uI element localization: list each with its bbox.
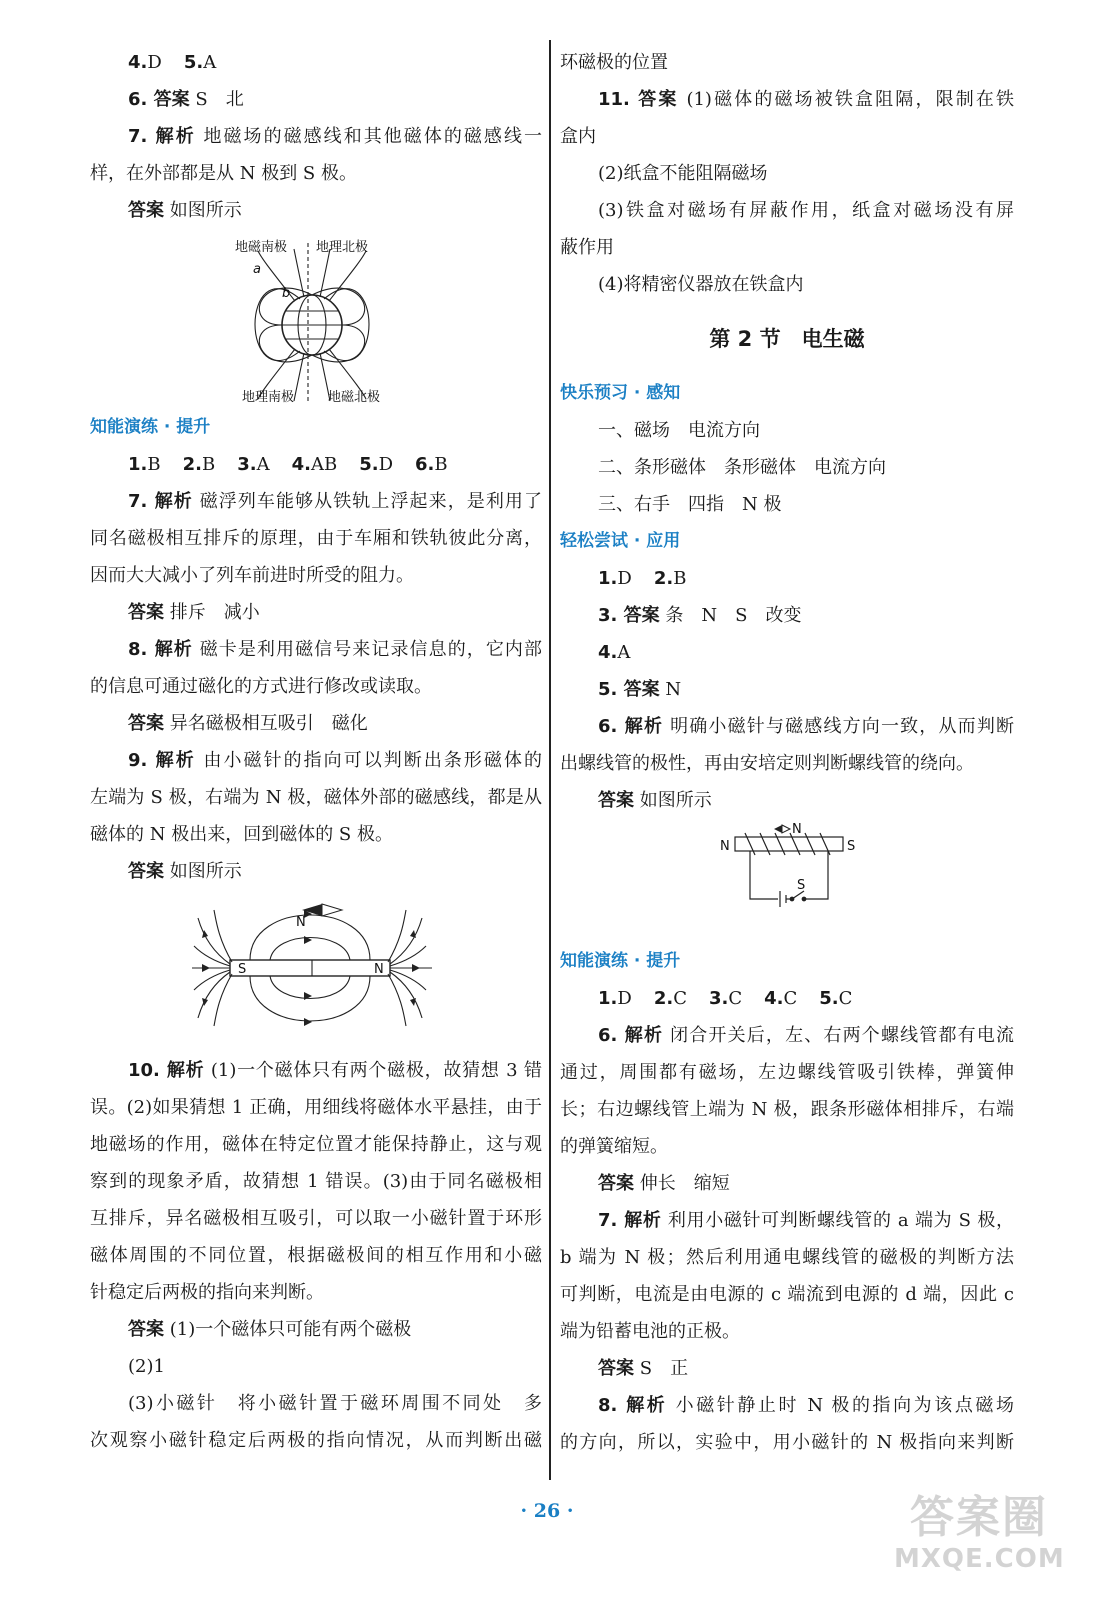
text-line: 针稳定后两极的指向来判断。 — [90, 1282, 324, 1303]
answer-text: 伸长 缩短 — [639, 1173, 730, 1194]
analysis-label: 6. 解析 — [598, 716, 664, 737]
answer-text: 如图所示 — [639, 790, 712, 811]
q-num: 2. — [182, 454, 202, 475]
answer-label: 6. 答案 — [128, 89, 190, 110]
label-solenoid-s: S — [847, 839, 856, 854]
text-line: 一、磁场 电流方向 — [598, 420, 760, 441]
label-geomagnetic-south: 地磁南极 — [235, 240, 288, 255]
text-line: 磁体周围的不同位置，根据磁极间的相互作用和小磁 — [90, 1245, 542, 1266]
q-num: 4. — [598, 642, 618, 663]
answer: B — [434, 454, 448, 475]
answer-text: N — [665, 679, 682, 700]
answer: AB — [310, 454, 338, 475]
analysis-line — [560, 708, 1014, 745]
analysis-line — [560, 1387, 1014, 1424]
q-num: 1. — [128, 454, 148, 475]
answer-line — [90, 446, 542, 483]
q-num: 5. — [183, 52, 204, 73]
answer-text: 排斥 减小 — [169, 602, 260, 623]
text-line: (2)1 — [128, 1356, 165, 1377]
answer: B — [201, 454, 216, 475]
label-switch-s: S — [797, 878, 806, 893]
label-geographic-north: 地理北极 — [316, 240, 369, 255]
q-num: 5. — [819, 988, 839, 1009]
analysis-label: 6. 解析 — [598, 1025, 664, 1046]
text-line: 察到的现象矛盾，故猜想 1 错误。(3)由于同名磁极相 — [90, 1171, 542, 1192]
left-column — [90, 44, 542, 1459]
answer: A — [203, 52, 217, 73]
section-heading: 知能演练 · 提升 — [560, 951, 681, 971]
answer: D — [617, 988, 632, 1009]
earth-magnetic-field-figure — [90, 229, 542, 409]
q-num: 6. — [415, 454, 435, 475]
answer-label: 答案 — [598, 790, 634, 811]
text-line: 可判断，电流是由电源的 c 端流到电源的 d 端，因此 c — [560, 1284, 1014, 1305]
label-magnet-n: N — [374, 962, 384, 977]
text-line: 的方向，所以，实验中，用小磁针的 N 极指向来判断 — [560, 1432, 1014, 1453]
text-line: (2)纸盒不能阻隔磁场 — [598, 163, 768, 184]
section-heading: 轻松尝试 · 应用 — [560, 531, 681, 551]
analysis-text: 由小磁针的指向可以判断出条形磁体的 — [203, 750, 542, 771]
analysis-text: 磁浮列车能够从铁轨上浮起来，是利用了 — [199, 491, 542, 512]
label-b: b — [282, 286, 291, 301]
answer-line — [560, 560, 1014, 597]
answer-line — [90, 81, 542, 118]
text-line: 左端为 S 极，右端为 N 极，磁体外部的磁感线，都是从 — [90, 787, 542, 808]
q-num: 1. — [598, 568, 618, 589]
text-line: 地磁场的作用，磁体在特定位置才能保持静止，这与观 — [90, 1134, 542, 1155]
answer-label: 5. 答案 — [598, 679, 660, 700]
text-line: 因而大大减小了列车前进时所受的阻力。 — [90, 565, 414, 586]
label-needle-n: N — [792, 822, 802, 837]
q-num: 4. — [764, 988, 784, 1009]
text-line: 次观察小磁针稳定后两极的指向情况，从而判断出磁 — [90, 1430, 542, 1451]
analysis-label: 10. 解析 — [128, 1060, 205, 1081]
answer-line — [90, 1311, 542, 1348]
label-solenoid-n: N — [720, 839, 730, 854]
q-num: 1. — [598, 988, 618, 1009]
q-num: 5. — [359, 454, 379, 475]
text-line: b 端为 N 极；然后利用通电螺线管的磁极的判断方法 — [560, 1247, 1014, 1268]
label-needle-n: N — [296, 915, 306, 930]
analysis-text: (1)一个磁体只有两个磁极，故猜想 3 错 — [210, 1060, 542, 1081]
analysis-text: 地磁场的磁感线和其他磁体的磁感线一 — [203, 126, 542, 147]
answer-label: 答案 — [598, 1173, 634, 1194]
analysis-label: 7. 解析 — [128, 491, 193, 512]
text-line: 样，在外部都是从 N 极到 S 极。 — [90, 163, 357, 184]
analysis-label: 9. 解析 — [128, 750, 196, 771]
answer-label: 答案 — [598, 1358, 634, 1379]
section-heading: 快乐预习 · 感知 — [560, 383, 681, 403]
analysis-line — [560, 1017, 1014, 1054]
text-line: 三、右手 四指 N 极 — [598, 494, 782, 515]
answer-label: 答案 — [128, 861, 164, 882]
section-title: 第 2 节 电生磁 — [709, 327, 865, 351]
label-a: a — [253, 262, 261, 277]
page-number: · 26 · — [520, 1500, 574, 1522]
text-line: 的弹簧缩短。 — [560, 1136, 668, 1157]
answer: D — [617, 568, 632, 589]
answer-text: S 北 — [195, 89, 244, 110]
answer-line — [90, 192, 542, 229]
answer-label: 11. 答案 — [598, 89, 679, 110]
text-line: 磁体的 N 极出来，回到磁体的 S 极。 — [90, 824, 393, 845]
right-column — [560, 44, 1014, 1461]
analysis-text: 利用小磁针可判断螺线管的 a 端为 S 极， — [667, 1210, 1014, 1231]
answer: A — [256, 454, 270, 475]
analysis-text: 闭合开关后，左、右两个螺线管都有电流 — [670, 1025, 1014, 1046]
text-line: (3)铁盒对磁场有屏蔽作用，纸盒对磁场没有屏 — [598, 200, 1014, 221]
analysis-line — [90, 118, 542, 155]
text-line: 互排斥，异名磁极相互吸引，可以取一小磁针置于环形 — [90, 1208, 542, 1229]
answer: C — [673, 988, 687, 1009]
answer-label: 3. 答案 — [598, 605, 660, 626]
analysis-label: 8. 解析 — [598, 1395, 668, 1416]
column-divider — [549, 40, 551, 1480]
text-line: 误。(2)如果猜想 1 正确，用细线将磁体水平悬挂，由于 — [90, 1097, 542, 1118]
analysis-text: 小磁针静止时 N 极的指向为该点磁场 — [675, 1395, 1014, 1416]
answer: C — [783, 988, 798, 1009]
answer: C — [728, 988, 743, 1009]
analysis-label: 7. 解析 — [128, 126, 196, 147]
text-line: 蔽作用 — [560, 237, 614, 258]
answer-text: 条 N S 改变 — [665, 605, 802, 626]
answer: D — [147, 52, 162, 73]
answer-line — [90, 594, 542, 631]
answer-text: 如图所示 — [169, 200, 242, 221]
answer: A — [617, 642, 631, 663]
text-line: 同名磁极相互排斥的原理，由于车厢和铁轨彼此分离， — [90, 528, 542, 549]
label-magnet-s: S — [238, 962, 247, 977]
answer-line — [560, 671, 1014, 708]
answer: C — [838, 988, 853, 1009]
answer: B — [147, 454, 161, 475]
answer: D — [378, 454, 394, 475]
watermark-url: MXQE.COM — [894, 1544, 1065, 1574]
answer-line — [560, 782, 1014, 819]
solenoid-circuit-figure — [560, 819, 1014, 943]
answer-line — [560, 81, 1014, 118]
analysis-line — [90, 631, 542, 668]
text-line: 出螺线管的极性，再由安培定则判断螺线管的绕向。 — [560, 753, 974, 774]
analysis-label: 7. 解析 — [598, 1210, 662, 1231]
analysis-line — [90, 483, 542, 520]
label-geomagnetic-north: 地磁北极 — [328, 390, 381, 405]
answer-line — [560, 1165, 1014, 1202]
q-num: 2. — [653, 568, 674, 589]
answer-text: S 正 — [639, 1358, 689, 1379]
text-line: (3)小磁针 将小磁针置于磁环周围不同处 多 — [128, 1393, 542, 1414]
answer-line — [560, 634, 1014, 671]
label-geographic-south: 地理南极 — [242, 390, 295, 405]
watermark-text: 答案圈 — [910, 1492, 1048, 1543]
q-num: 4. — [291, 454, 311, 475]
analysis-line — [560, 1202, 1014, 1239]
text-line: 盒内 — [560, 126, 596, 147]
analysis-line — [90, 1052, 542, 1089]
bar-magnet-field-figure — [90, 890, 542, 1052]
answer-line — [560, 597, 1014, 634]
answer-label: 答案 — [128, 200, 164, 221]
analysis-text: 磁卡是利用磁信号来记录信息的，它内部 — [199, 639, 542, 660]
answer-label: 答案 — [128, 1319, 164, 1340]
analysis-line — [90, 742, 542, 779]
answer-label: 答案 — [128, 713, 164, 734]
section-heading: 知能演练 · 提升 — [90, 417, 211, 437]
text-line: 长；右边螺线管上端为 N 极，跟条形磁体相排斥，右端 — [560, 1099, 1014, 1120]
answer-line — [90, 853, 542, 890]
answer-text: (1)一个磁体只可能有两个磁极 — [169, 1319, 412, 1340]
analysis-text: 明确小磁针与磁感线方向一致，从而判断 — [670, 716, 1014, 737]
text-line: 二、条形磁体 条形磁体 电流方向 — [598, 457, 886, 478]
q-num: 3. — [237, 454, 257, 475]
q-num: 2. — [653, 988, 674, 1009]
answer-line — [560, 1350, 1014, 1387]
analysis-label: 8. 解析 — [128, 639, 193, 660]
answer: B — [673, 568, 687, 589]
text-line: 环磁极的位置 — [560, 52, 668, 73]
answer-line — [560, 980, 1014, 1017]
answer-line — [90, 44, 542, 81]
answer-label: 答案 — [128, 602, 164, 623]
q-num: 3. — [708, 988, 729, 1009]
text-line: 的信息可通过磁化的方式进行修改或读取。 — [90, 676, 432, 697]
answer-text: 异名磁极相互吸引 磁化 — [169, 713, 368, 734]
q-num: 4. — [128, 52, 148, 73]
text-line: 端为铅蓄电池的正极。 — [560, 1321, 740, 1342]
text-line: 通过，周围都有磁场，左边螺线管吸引铁棒，弹簧伸 — [560, 1062, 1014, 1083]
text-line: (4)将精密仪器放在铁盒内 — [598, 274, 804, 295]
answer-line — [90, 705, 542, 742]
answer-text: 如图所示 — [169, 861, 242, 882]
watermark-logo — [894, 1492, 1064, 1582]
answer-text: (1)磁体的磁场被铁盒阻隔，限制在铁 — [686, 89, 1014, 110]
